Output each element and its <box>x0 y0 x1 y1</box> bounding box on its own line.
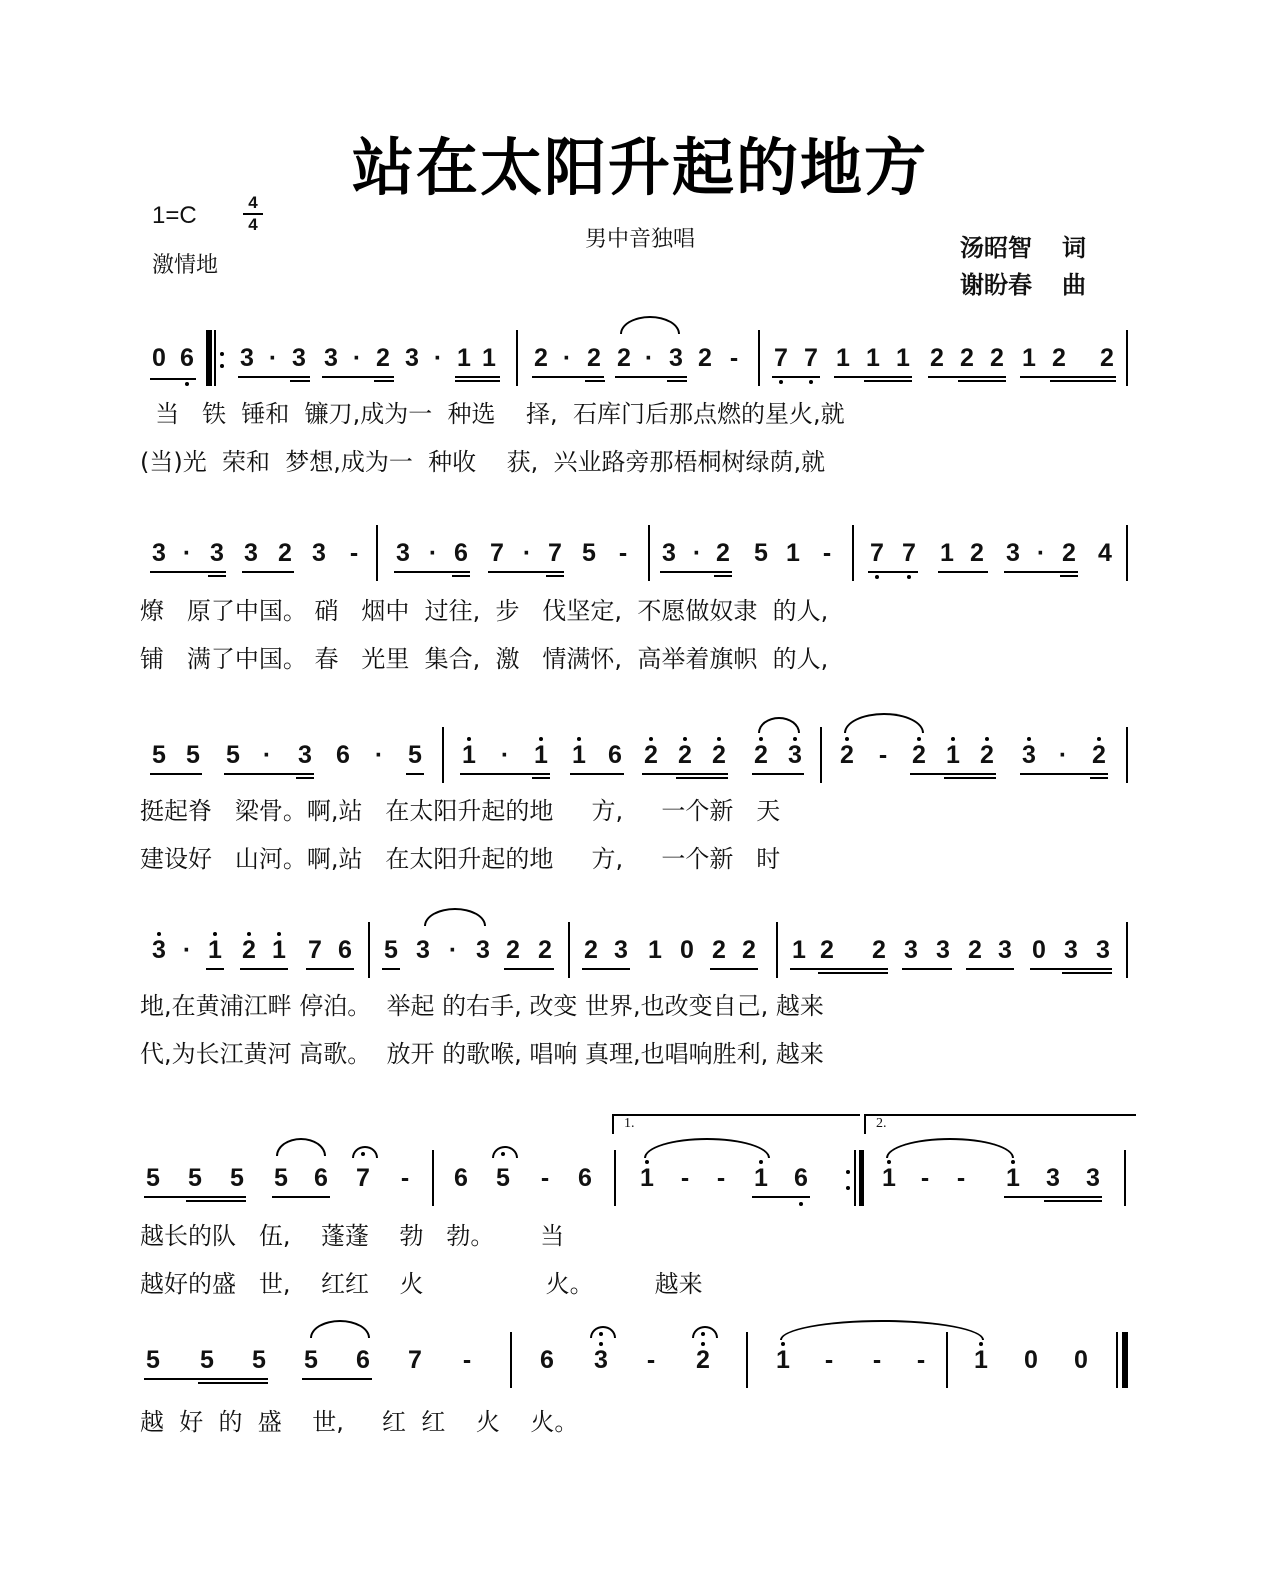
notation-line: 5 5 5 · 3 6 · 5 1 · 1 1 6 2 2 2 2 3 2 - 2 1 2 3 · 2 <box>140 727 1140 787</box>
lyrics-verse-2: 代,为长江黄河 高歌。 放开 的歌喉, 唱响 真理,也唱响胜利, 越来 <box>140 1040 824 1068</box>
composer-name: 谢盼春 <box>960 271 1032 299</box>
notation-line: 5 5 5 5 6 7 - 6 5 - 6 1 - - 1 6 1 - - 1 3 3 <box>140 1150 1140 1210</box>
lyricist-credit <box>960 230 1086 267</box>
song-title: 站在太阳升起的地方 <box>351 131 928 204</box>
lyrics-verse-final: 越 好 的 盛 世, 红 红 火 火。 <box>140 1408 579 1436</box>
time-signature-numerator: 4 <box>248 193 258 212</box>
tempo-marking: 激情地 <box>152 253 219 278</box>
composer-credit <box>960 267 1086 304</box>
second-ending-bracket: 2. <box>864 1114 1136 1134</box>
lyrics-verse-1: 当 铁 锤和 镰刀,成为一 种选 择, 石库门后那点燃的星火,就 <box>140 400 845 428</box>
lyrics-verse-1: 燎 原了中国。 硝 烟中 过往, 步 伐坚定, 不愿做奴隶 的人, <box>140 597 829 625</box>
lyrics-verse-2: (当)光 荣和 梦想,成为一 种收 获, 兴业路旁那梧桐树绿荫,就 <box>140 448 826 476</box>
lyricist-role: 词 <box>1062 234 1086 262</box>
lyrics-verse-2: 越好的盛 世, 红红 火 火。 越来 <box>140 1270 703 1298</box>
lyrics-verse-2: 铺 满了中国。 春 光里 集合, 激 情满怀, 高举着旗帜 的人, <box>140 645 829 673</box>
first-ending-bracket: 1. <box>612 1114 860 1134</box>
lyrics-verse-1: 地,在黄浦江畔 停泊。 举起 的右手, 改变 世界,也改变自己, 越来 <box>140 992 824 1020</box>
notation-line: 3 · 1 2 1 7 6 5 3 · 3 2 2 2 3 1 0 2 2 1 2 2 3 3 2 3 0 3 3 <box>140 922 1140 982</box>
notation-line: 0 6 3 · 3 3 · 2 3 · 1 1 2 · 2 2 · 3 2 - 7 7 1 1 1 2 2 2 1 2 2 <box>140 330 1140 390</box>
time-signature-denominator: 4 <box>248 215 258 234</box>
notation-line: 5 5 5 5 6 7 - 6 3 - 2 1 - - - 1 0 0 <box>140 1332 1140 1392</box>
lyricist-name: 汤昭智 <box>960 234 1032 262</box>
composer-role: 曲 <box>1062 271 1086 299</box>
lyrics-verse-2: 建设好 山河。啊,站 在太阳升起的地 方, 一个新 时 <box>140 845 781 873</box>
performance-subtitle: 男中音独唱 <box>584 227 695 252</box>
lyrics-verse-1: 越长的队 伍, 蓬蓬 勃 勃。 当 <box>140 1222 565 1250</box>
notation-line: 3 · 3 3 2 3 - 3 · 6 7 · 7 5 - 3 · 2 5 1 - 7 7 1 2 3 · 2 4 <box>140 525 1140 585</box>
lyrics-verse-1: 挺起脊 梁骨。啊,站 在太阳升起的地 方, 一个新 天 <box>140 797 781 825</box>
key-signature: 1=C <box>152 202 197 229</box>
credits <box>960 230 1086 304</box>
